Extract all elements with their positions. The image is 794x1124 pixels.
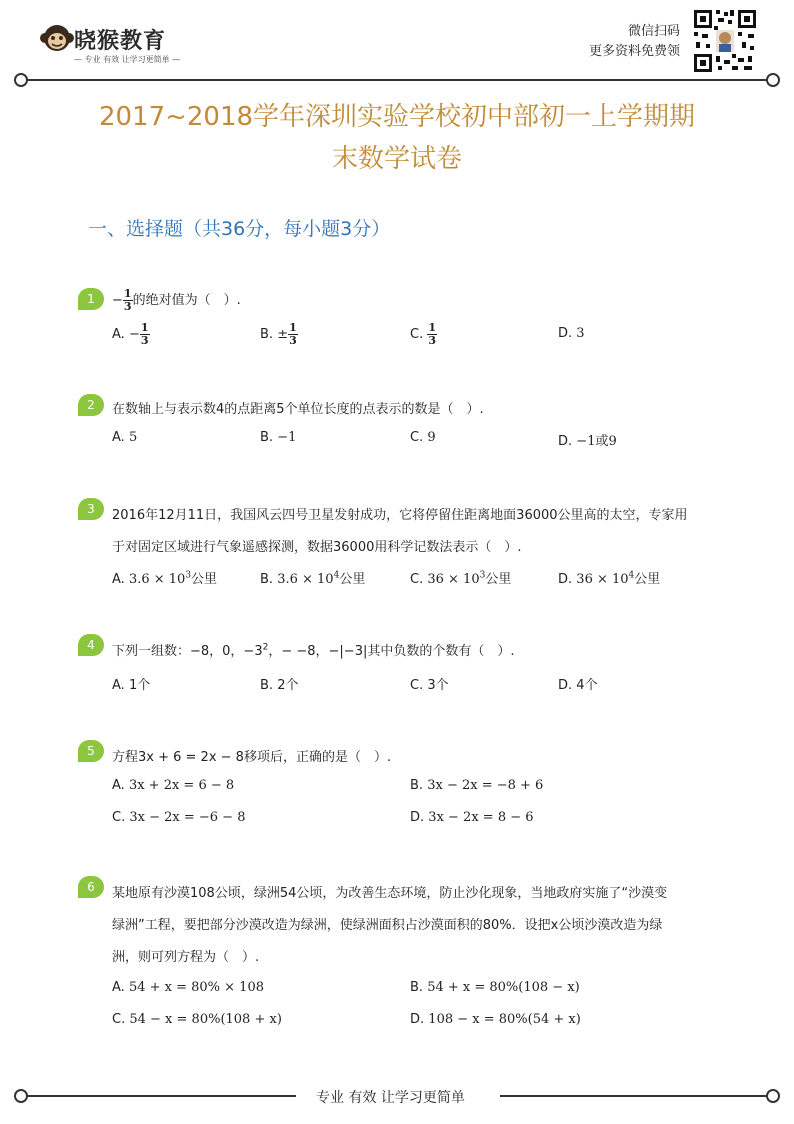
option-b[interactable]: B. $3.6 \times 10^4$公里 — [260, 570, 366, 587]
option-b[interactable]: B. ± $\frac{1}{3}$ — [260, 321, 297, 347]
qr-caption — [589, 22, 680, 62]
page-title-line2: 末数学试卷 — [331, 144, 462, 174]
qr-caption-line2: 更多资料免费领 — [588, 44, 680, 59]
option-d[interactable]: D. 4个 — [558, 678, 598, 693]
question-6-stem-line1: 某地原有沙漠108公顷，绿洲54公顷，为改善生态环境，防止沙化现象，当地政府实施了“沙漠变 — [112, 886, 668, 901]
option-d[interactable]: D. 108 − x = 80%(54 + x) — [410, 1012, 581, 1027]
option-d[interactable]: D. 3 — [558, 326, 585, 341]
question-number-badge: 6 — [78, 876, 104, 898]
stem-suffix: 的绝对值为（ ）. — [132, 293, 241, 308]
header-divider — [26, 79, 770, 81]
option-c[interactable]: C. 3x − 2x = −6 − 8 — [112, 810, 246, 825]
option-a[interactable]: A. 1个 — [112, 678, 151, 693]
footer-divider-right — [500, 1095, 770, 1097]
logo-title: 晓猴教育 — [74, 29, 167, 54]
logo-slogan: — 专业 有效 让学习更简单 — — [74, 55, 181, 64]
option-c[interactable]: C. 54 − x = 80%(108 + x) — [112, 1012, 282, 1027]
option-a[interactable]: A. $3.6 \times 10^3$公里 — [112, 570, 218, 587]
question-number-badge: 2 — [78, 394, 104, 416]
question-3-stem-line2: 于对固定区域进行气象遥感探测，数据36000用科学记数法表示（ ）. — [112, 540, 522, 555]
option-d[interactable]: D. 3x − 2x = 8 − 6 — [410, 810, 534, 825]
qr-caption-line1: 微信扫码 — [627, 24, 680, 39]
page-title — [60, 96, 734, 180]
section-title: 一、选择题（共36分，每小题3分） — [88, 218, 391, 240]
option-b[interactable]: B. −1 — [260, 430, 297, 445]
footer-ring-left — [14, 1089, 28, 1103]
page-title-line1: 2017~2018学年深圳实验学校初中部初一上学期期 — [98, 102, 696, 132]
option-a[interactable]: A. − $\frac{1}{3}$ — [112, 321, 149, 347]
question-1-stem — [112, 288, 241, 313]
footer-ring-right — [766, 1089, 780, 1103]
question-number-badge: 5 — [78, 740, 104, 762]
logo — [40, 20, 200, 66]
question-3-stem-line1: 2016年12月11日，我国风云四号卫星发射成功，它将停留住距离地面36000公里高的太空，专家用 — [112, 508, 688, 523]
header-ring-left — [14, 73, 28, 87]
question-4-stem: 下列一组数：−8，0，$-3^2$，− −8，−|−3|其中负数的个数有（ ）. — [112, 642, 515, 659]
monkey-logo-icon — [40, 22, 74, 54]
option-a[interactable]: A. 54 + x = 80% × 108 — [112, 980, 264, 995]
stem-minus-sign: − — [112, 293, 123, 308]
question-number-badge: 1 — [78, 288, 104, 310]
option-c[interactable]: C. $36 \times 10^3$公里 — [410, 570, 512, 587]
header-ring-right — [766, 73, 780, 87]
question-5-stem: 方程3x + 6 = 2x − 8移项后，正确的是（ ）. — [112, 750, 392, 765]
question-number-badge: 3 — [78, 498, 104, 520]
option-b[interactable]: B. 2个 — [260, 678, 299, 693]
option-c[interactable]: C. $\frac{1}{3}$ — [410, 321, 437, 347]
option-c[interactable]: C. 9 — [410, 430, 436, 445]
question-2-stem: 在数轴上与表示数4的点距离5个单位长度的点表示的数是（ ）. — [112, 402, 484, 417]
question-6-stem-line2: 绿洲”工程，要把部分沙漠改造为绿洲，使绿洲面积占沙漠面积的80%．设把x公顷沙漠改造为绿 — [112, 918, 663, 933]
option-d[interactable]: D. $36 \times 10^4$公里 — [558, 570, 661, 587]
footer-divider-left — [26, 1095, 296, 1097]
qr-code-icon[interactable] — [692, 8, 758, 74]
footer-slogan: 专业 有效 让学习更简单 — [316, 1090, 465, 1106]
option-a[interactable]: A. 5 — [112, 430, 138, 445]
option-b[interactable]: B. 54 + x = 80%(108 − x) — [410, 980, 580, 995]
option-a[interactable]: A. 3x + 2x = 6 − 8 — [112, 778, 235, 793]
option-b[interactable]: B. 3x − 2x = −8 + 6 — [410, 778, 544, 793]
fraction: $\frac{1}{3}$ — [123, 287, 132, 313]
question-number-badge: 4 — [78, 634, 104, 656]
option-c[interactable]: C. 3个 — [410, 678, 449, 693]
option-d[interactable]: D. −1或9 — [558, 434, 617, 449]
question-6-stem-line3: 洲，则可列方程为（ ）. — [112, 950, 260, 965]
